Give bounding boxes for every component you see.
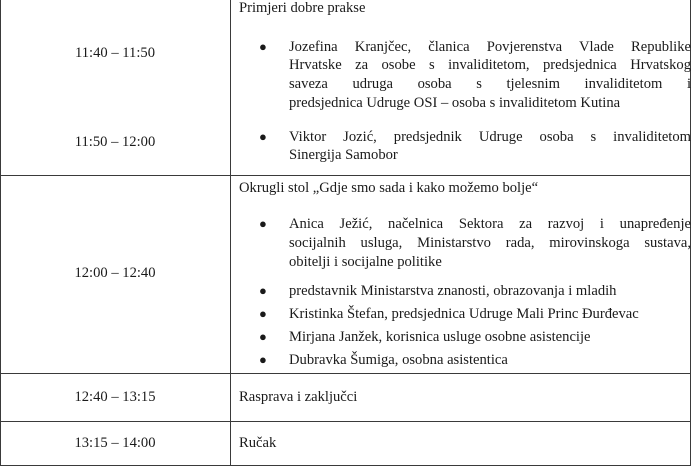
time-slot: 12:40 – 13:15 <box>74 389 156 405</box>
list-item-text: Viktor Jozić, predsjednik Udruge osoba s invaliditetom <box>289 129 691 145</box>
list-item-text: Hrvatske za osobe s invaliditetom, predsjednica Hrvatskog <box>289 57 691 73</box>
table-column-divider <box>230 0 231 466</box>
list-item-text: saveza udruga osoba s tjelesnim invaliditetom i <box>289 76 691 92</box>
list-item-text: Sinergija Samobor <box>289 147 398 163</box>
bullet-icon: ● <box>259 283 267 298</box>
bullet-icon: ● <box>259 352 267 367</box>
session-heading: Primjeri dobre prakse <box>239 0 366 16</box>
list-item-text: socijalnih usluga, Ministarstvo rada, mirovinskoga sustava, <box>289 235 691 251</box>
session-heading: Rasprava i zaključci <box>239 389 358 405</box>
time-slot: 11:50 – 12:00 <box>74 134 156 150</box>
bullet-icon: ● <box>259 329 267 344</box>
bullet-icon: ● <box>259 216 267 231</box>
list-item-text: Kristinka Štefan, predsjednica Udruge Mali Princ Đurđevac <box>289 306 639 322</box>
bullet-icon: ● <box>259 129 267 144</box>
row-divider <box>0 421 691 422</box>
list-item-text: Dubravka Šumiga, osobna asistentica <box>289 352 508 368</box>
row-divider <box>0 373 691 374</box>
bullet-icon: ● <box>259 39 267 54</box>
list-item-text: Jozefina Kranjčec, članica Povjerenstva Vlade Republike <box>289 39 691 55</box>
row-divider <box>0 175 691 176</box>
list-item-text: predstavnik Ministarstva znanosti, obrazovanja i mladih <box>289 283 617 299</box>
list-item-text: obitelji i socijalne politike <box>289 254 442 270</box>
session-heading: Okrugli stol „Gdje smo sada i kako možemo bolje“ <box>239 180 539 196</box>
list-item-text: predsjednica Udruge OSI – osoba s invaliditetom Kutina <box>289 95 621 111</box>
list-item-text: Anica Ježić, načelnica Sektora za razvoj i unapređenje <box>289 216 691 232</box>
bullet-icon: ● <box>259 306 267 321</box>
session-heading: Ručak <box>239 435 277 451</box>
time-slot: 13:15 – 14:00 <box>74 435 156 451</box>
table-bottom-border <box>0 465 691 466</box>
list-item-text: Mirjana Janžek, korisnica usluge osobne asistencije <box>289 329 591 345</box>
time-slot: 12:00 – 12:40 <box>74 265 156 281</box>
time-slot: 11:40 – 11:50 <box>75 45 155 61</box>
